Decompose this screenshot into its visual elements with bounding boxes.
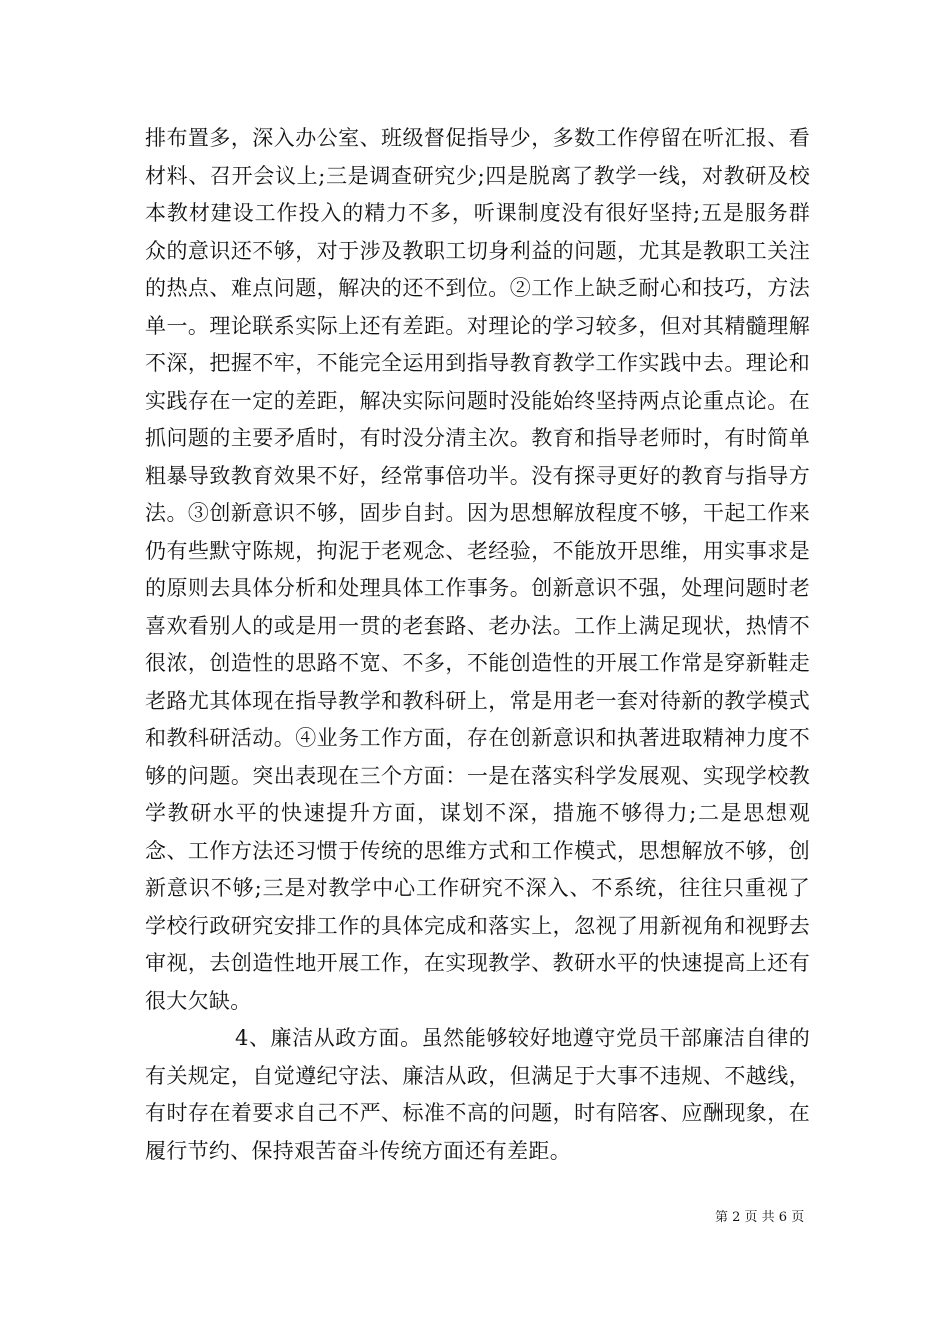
document-body — [145, 120, 810, 1170]
body-paragraph-1: 排布置多，深入办公室、班级督促指导少，多数工作停留在听汇报、看材料、召开会议上;三是调查研究少;四是脱离了教学一线，对教研及校本教材建设工作投入的精力不多，听课制度没有很好坚持;五是服务群众的意识还不够，对于涉及教职工切身利益的问题，尤其是教职工关注的热点、难点问题，解决的还不到位。②工作上缺乏耐心和技巧，方法单一。理论联系实际上还有差距。对理论的学习较多，但对其精髓理解不深，把握不牢，不能完全运用到指导教育教学工作实践中去。理论和实践存在一定的差距，解决实际问题时没能始终坚持两点论重点论。在抓问题的主要矛盾时，有时没分清主次。教育和指导老师时，有时简单粗暴导致教育效果不好，经常事倍功半。没有探寻更好的教育与指导方法。③创新意识不够，固步自封。因为思想解放程度不够，干起工作来仍有些默守陈规，拘泥于老观念、老经验，不能放开思维，用实事求是的原则去具体分析和处理具体工作事务。创新意识不强，处理问题时老喜欢看别人的或是用一贯的老套路、老办法。工作上满足现状，热情不很浓，创造性的思路不宽、不多，不能创造性的开展工作常是穿新鞋走老路尤其体现在指导教学和教科研上，常是用老一套对待新的教学模式和教科研活动。④业务工作方面，存在创新意识和执著进取精神力度不够的问题。突出表现在三个方面：一是在落实科学发展观、实现学校教学教研水平的快速提升方面，谋划不深，措施不够得力;二是思想观念、工作方法还习惯于传统的思维方式和工作模式，思想解放不够，创新意识不够;三是对教学中心工作研究不深入、不系统，往往只重视了学校行政研究安排工作的具体完成和落实上，忽视了用新视角和视野去审视，去创造性地开展工作，在实现教学、教研水平的快速提高上还有很大欠缺。 — [145, 126, 810, 1013]
page-number: 第 2 页 共 6 页 — [715, 1210, 805, 1225]
body-paragraph-2: 4、廉洁从政方面。虽然能够较好地遵守党员干部廉洁自律的有关规定，自觉遵纪守法、廉洁从政，但满足于大事不违规、不越线，有时存在着要求自己不严、标准不高的问题，时有陪客、应酬现象，在履行节约、保持艰苦奋斗传统方面还有差距。 — [145, 1026, 810, 1163]
